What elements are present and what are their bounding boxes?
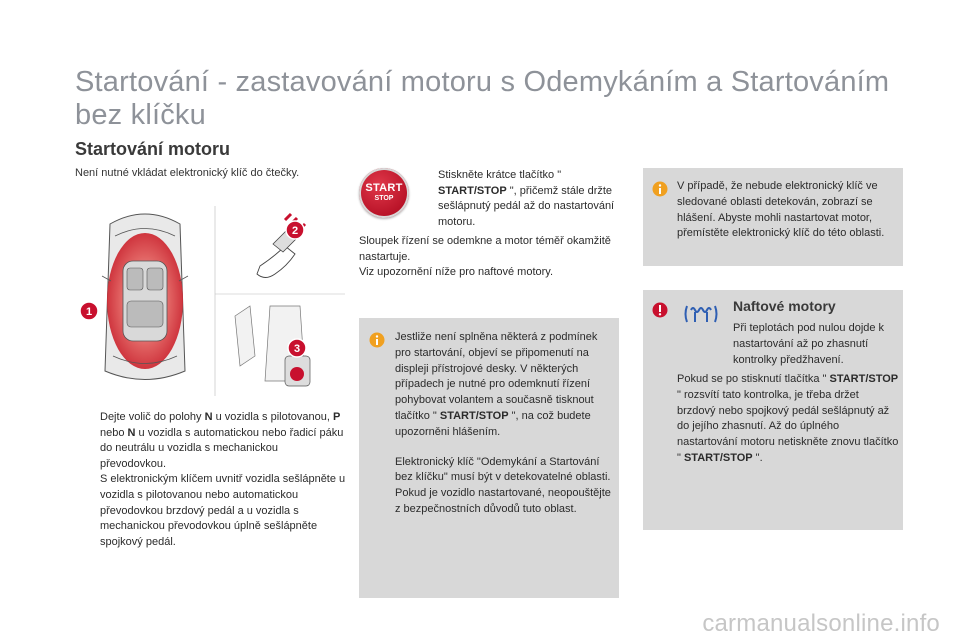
- text-part: ", přičemž stále držte sešlápnutý pedál až do nastartování motoru.: [438, 184, 615, 228]
- start-label: START: [365, 182, 403, 194]
- paragraph: Pokud je vozidlo nastartované, neopouštějte z bezpečnostních důvodů tuto oblast.: [395, 487, 611, 515]
- bold-part: P: [332, 411, 341, 423]
- label-2: [286, 221, 304, 239]
- text-part: Stiskněte krátce tlačítko ": [438, 169, 562, 181]
- info-box-conditions: [359, 318, 619, 598]
- text-part: Pokud se po stisknutí tlačítka ": [677, 373, 830, 385]
- info-icon: [652, 181, 668, 197]
- label-3: [288, 339, 306, 357]
- intro-text: Není nutné vkládat elektronický klíč do čtečky.: [75, 167, 300, 179]
- left-bullet-list: [82, 410, 347, 550]
- page-title: Startování - zastavování motoru s Odemykáním a Startováním bez klíčku: [75, 66, 890, 131]
- bold-part: N: [204, 411, 213, 423]
- bold-part: START/STOP: [829, 373, 899, 385]
- text-part: ".: [752, 451, 763, 464]
- section-title: Startování motoru: [75, 139, 231, 159]
- text-part: Jestliže není splněna některá z podmínek pro startování, objeví se připomenutí na displeji přístrojové desky. V některých případech je nutné pro odemknutí řízení pohybovat volantem a současně tisknout tlačítko ": [395, 331, 598, 422]
- car-top-view: [102, 214, 188, 380]
- info-text: V případě, že nebude elektronický klíč ve sledované oblasti detekován, zobrazí se hlášení. Abyste mohli nastartovat motor, přemístěte elektronický klíč do této oblasti.: [677, 180, 885, 240]
- diesel-engines-box: [643, 290, 903, 530]
- label-2-text: 2: [291, 225, 299, 237]
- diesel-text-1: Při teplotách pod nulou dojde k nastartování až po zhasnutí kontrolky předžhavení.: [733, 322, 885, 366]
- list-item: [82, 472, 347, 550]
- paragraph: Sloupek řízení se odemkne a motor téměř okamžitě nastartuje.: [359, 235, 611, 263]
- bold-part: N: [127, 426, 136, 439]
- info-box-key-detection: [643, 168, 903, 266]
- label-3-text: 3: [293, 343, 301, 355]
- paragraph: Viz upozornění níže pro naftové motory.: [359, 266, 554, 279]
- stop-label: STOP: [374, 195, 394, 202]
- start-stop-button-icon: [359, 168, 409, 218]
- text-part: " rozsvítí tato kontrolka, je třeba držet brzdový nebo spojkový pedál sešlápnutý až do jejího zhasnutí. Až do úplného nastartování motoru netiskněte znovu tlačítko ": [677, 388, 899, 464]
- car-illustration: [75, 206, 345, 396]
- steering-unlock-text: [359, 234, 624, 281]
- text-part: nebo: [100, 426, 128, 439]
- list-item: [420, 168, 620, 230]
- paragraph: Elektronický klíč "Odemykání a Startování bez klíčku" musí být v detekovatelné oblasti.: [395, 455, 611, 484]
- text-part: Dejte volič do polohy: [100, 411, 205, 423]
- info-icon: [369, 332, 385, 348]
- text-part: u vozidla s pilotovanou,: [212, 411, 333, 423]
- list-item: [82, 410, 347, 472]
- text-part: u vozidla s automatickou nebo řadicí páku do neutrálu u vozidla s mechanickou převodovkou.: [100, 426, 344, 470]
- bold-part: START/STOP: [683, 451, 753, 464]
- bold-part: START/STOP: [439, 409, 509, 422]
- watermark: carmanualsonline.info: [702, 610, 940, 637]
- text-part: ", na což budete upozorněni hlášením.: [395, 409, 591, 438]
- warning-icon: [652, 302, 668, 318]
- label-1: [80, 302, 98, 320]
- glow-plug-icon: [683, 302, 719, 326]
- diesel-text-2: [677, 372, 899, 467]
- diesel-title: Naftové motory: [733, 298, 836, 314]
- label-1-text: 1: [85, 306, 93, 318]
- bold-part: START/STOP: [438, 184, 507, 197]
- bullet-text: S elektronickým klíčem uvnitř vozidla sešlápněte u vozidla s pilotovanou nebo automatickou převodovkou brzdový pedál a u vozidla s mechanickou převodovkou úplně sešlápněte spojkový pedál.: [100, 473, 346, 548]
- press-start-bullet: [420, 168, 620, 230]
